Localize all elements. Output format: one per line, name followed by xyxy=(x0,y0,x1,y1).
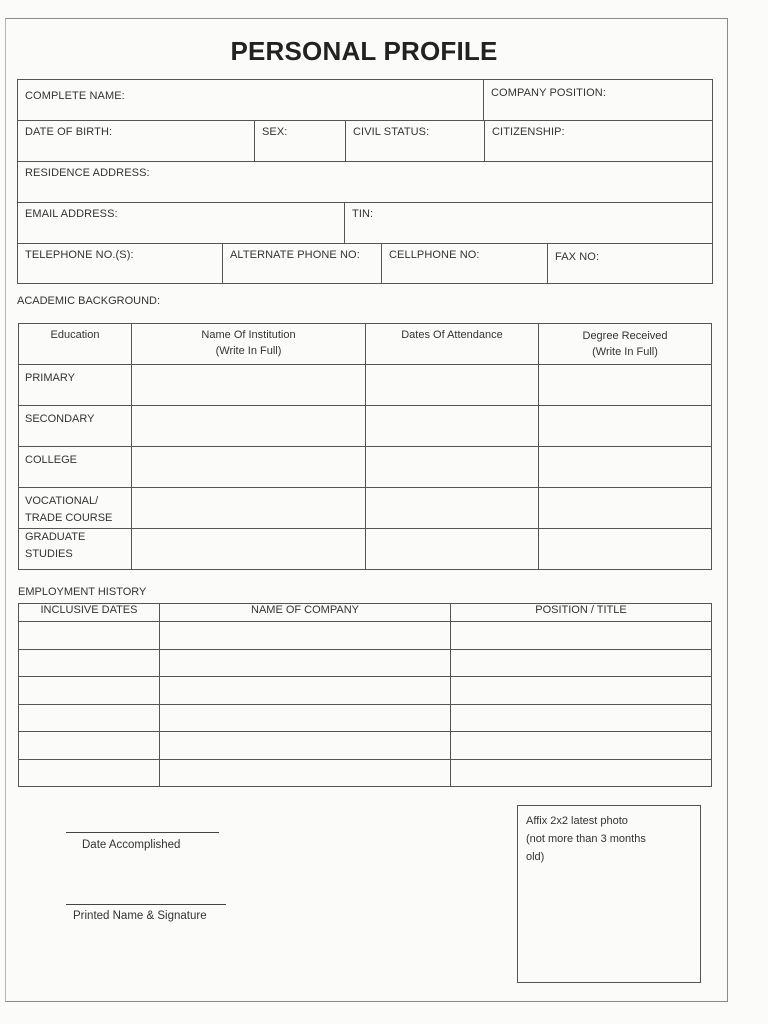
table-row xyxy=(19,649,712,677)
table-cell[interactable] xyxy=(451,704,712,732)
inclusive-dates-header: INCLUSIVE DATES xyxy=(19,604,160,622)
table-cell[interactable] xyxy=(19,704,160,732)
email-address-field[interactable] xyxy=(18,203,345,243)
employment-header-row xyxy=(19,604,712,622)
date-of-birth-label: DATE OF BIRTH: xyxy=(25,126,113,138)
table-cell[interactable] xyxy=(160,677,451,705)
personal-row-1 xyxy=(17,79,713,120)
table-row xyxy=(19,704,712,732)
fax-field[interactable] xyxy=(548,244,712,283)
table-cell[interactable] xyxy=(160,622,451,650)
table-cell[interactable] xyxy=(451,677,712,705)
table-cell[interactable] xyxy=(19,622,160,650)
academic-header-row xyxy=(19,324,712,365)
telephone-field[interactable] xyxy=(18,244,223,283)
personal-row-3 xyxy=(17,161,713,202)
cellphone-label: CELLPHONE NO: xyxy=(389,249,480,261)
printed-name-signature-label: Printed Name & Signature xyxy=(73,910,207,922)
table-cell[interactable] xyxy=(451,732,712,760)
table-row xyxy=(19,759,712,787)
table-cell[interactable] xyxy=(366,488,539,529)
table-cell[interactable] xyxy=(19,677,160,705)
citizenship-label: CITIZENSHIP: xyxy=(492,126,565,138)
table-cell[interactable] xyxy=(160,649,451,677)
tin-field[interactable] xyxy=(345,203,712,243)
academic-section-label: ACADEMIC BACKGROUND: xyxy=(17,295,161,307)
date-of-birth-field[interactable] xyxy=(18,121,255,161)
civil-status-label: CIVIL STATUS: xyxy=(353,126,430,138)
telephone-label: TELEPHONE NO.(S): xyxy=(25,249,134,261)
table-row xyxy=(19,406,712,447)
email-address-label: EMAIL ADDRESS: xyxy=(25,208,118,220)
company-position-field[interactable] xyxy=(484,80,712,120)
employment-section-label: EMPLOYMENT HISTORY xyxy=(18,586,147,598)
table-cell[interactable] xyxy=(19,759,160,787)
row-label-vocational: VOCATIONAL/ TRADE COURSE xyxy=(19,488,132,529)
table-row xyxy=(19,447,712,488)
table-cell[interactable] xyxy=(132,488,366,529)
company-position-label: COMPANY POSITION: xyxy=(491,87,606,99)
academic-table xyxy=(18,323,712,570)
complete-name-field[interactable] xyxy=(18,80,484,120)
alternate-phone-label: ALTERNATE PHONE NO: xyxy=(230,249,360,261)
table-cell[interactable] xyxy=(132,529,366,570)
sex-field[interactable] xyxy=(255,121,346,161)
photo-instruction-line-2: (not more than 3 months xyxy=(526,833,646,845)
photo-box[interactable] xyxy=(517,805,701,983)
dates-attendance-header: Dates Of Attendance xyxy=(366,324,539,365)
row-label-college: COLLEGE xyxy=(19,447,132,488)
table-cell[interactable] xyxy=(539,447,712,488)
page-title: PERSONAL PROFILE xyxy=(230,36,498,66)
photo-instruction-line-3: old) xyxy=(526,851,545,863)
row-label-secondary: SECONDARY xyxy=(19,406,132,447)
table-cell[interactable] xyxy=(539,488,712,529)
table-cell[interactable] xyxy=(539,406,712,447)
fax-label: FAX NO: xyxy=(555,251,600,263)
personal-row-5 xyxy=(17,243,713,284)
table-row xyxy=(19,529,712,570)
complete-name-label: COMPLETE NAME: xyxy=(25,90,125,102)
table-row xyxy=(19,677,712,705)
employment-table xyxy=(18,603,712,787)
tin-label: TIN: xyxy=(352,208,374,220)
table-cell[interactable] xyxy=(366,529,539,570)
row-label-primary: PRIMARY xyxy=(19,365,132,406)
table-cell[interactable] xyxy=(366,365,539,406)
alternate-phone-field[interactable] xyxy=(223,244,382,283)
degree-header: Degree Received (Write In Full) xyxy=(539,324,712,365)
table-cell[interactable] xyxy=(451,622,712,650)
table-cell[interactable] xyxy=(451,759,712,787)
table-row xyxy=(19,622,712,650)
table-row xyxy=(19,365,712,406)
company-name-header: NAME OF COMPANY xyxy=(160,604,451,622)
institution-header: Name Of Institution (Write In Full) xyxy=(132,324,366,365)
education-header: Education xyxy=(19,324,132,365)
table-row xyxy=(19,732,712,760)
cellphone-field[interactable] xyxy=(382,244,548,283)
table-cell[interactable] xyxy=(539,365,712,406)
residence-address-label: RESIDENCE ADDRESS: xyxy=(25,167,150,179)
date-accomplished-label: Date Accomplished xyxy=(82,839,181,851)
table-cell[interactable] xyxy=(451,649,712,677)
sex-label: SEX: xyxy=(262,126,288,138)
personal-row-4 xyxy=(17,202,713,243)
table-cell[interactable] xyxy=(539,529,712,570)
residence-address-field[interactable] xyxy=(18,162,712,202)
date-accomplished-line[interactable] xyxy=(66,832,219,833)
personal-row-2 xyxy=(17,120,713,161)
row-label-graduate: GRADUATE STUDIES xyxy=(19,529,132,570)
table-cell[interactable] xyxy=(366,406,539,447)
table-row xyxy=(19,488,712,529)
civil-status-field[interactable] xyxy=(346,121,485,161)
signature-line[interactable] xyxy=(66,904,226,905)
table-cell[interactable] xyxy=(160,759,451,787)
table-cell[interactable] xyxy=(132,365,366,406)
table-cell[interactable] xyxy=(160,732,451,760)
table-cell[interactable] xyxy=(160,704,451,732)
citizenship-field[interactable] xyxy=(485,121,712,161)
photo-instruction-line-1: Affix 2x2 latest photo xyxy=(526,815,628,827)
table-cell[interactable] xyxy=(366,447,539,488)
table-cell[interactable] xyxy=(132,406,366,447)
position-title-header: POSITION / TITLE xyxy=(451,604,712,622)
table-cell[interactable] xyxy=(132,447,366,488)
table-cell[interactable] xyxy=(19,732,160,760)
table-cell[interactable] xyxy=(19,649,160,677)
